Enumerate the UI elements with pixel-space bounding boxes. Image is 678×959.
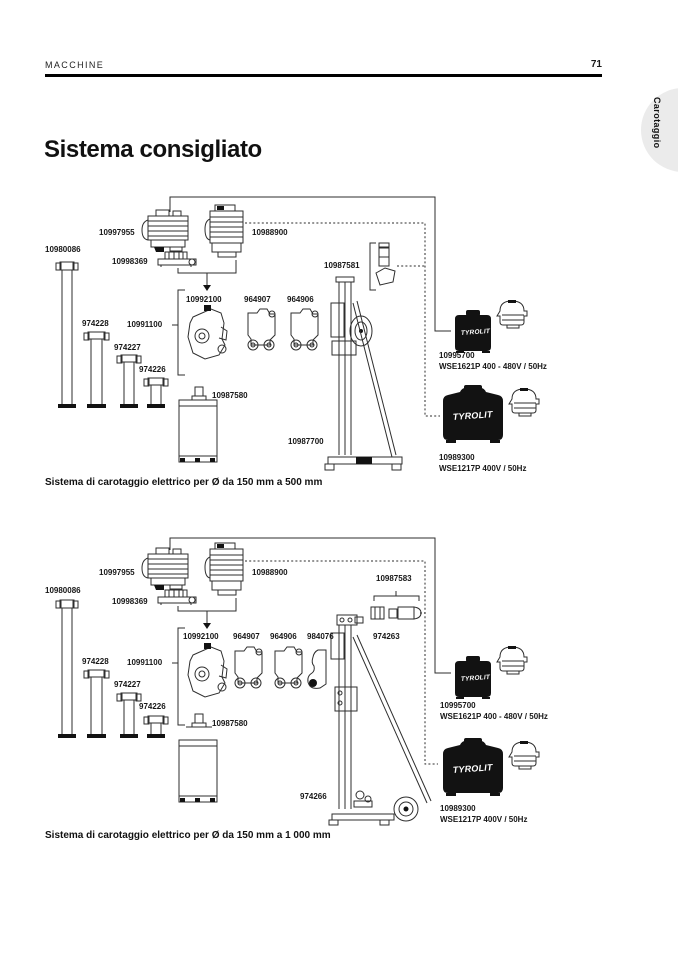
column-974228 <box>84 670 109 738</box>
clamp-964907 <box>235 647 262 688</box>
unit-10992100 <box>188 305 227 359</box>
part-label-10987580: 10987580 <box>212 391 248 400</box>
motor-10997955 <box>142 548 188 590</box>
column-974227 <box>117 693 141 738</box>
part-10987581 <box>376 243 395 285</box>
column-974226 <box>144 378 168 408</box>
part-label-10992100: 10992100 <box>186 295 222 304</box>
unit-10992100 <box>188 643 227 697</box>
part-label-974227: 974227 <box>114 680 141 689</box>
page-number: 71 <box>590 59 602 70</box>
case-info-10989300 <box>440 803 527 825</box>
motor-10988900 <box>205 205 243 257</box>
part-label-10980086: 10980086 <box>45 245 81 254</box>
clamp-964907 <box>248 309 275 350</box>
case-model: WSE1217P 400V / 50Hz <box>440 815 528 824</box>
column-974228 <box>84 332 109 408</box>
pump-10998369 <box>158 590 196 605</box>
case-number: 10989300 <box>439 453 475 462</box>
part-label-10991100: 10991100 <box>127 658 163 667</box>
part-label-10991100: 10991100 <box>127 320 163 329</box>
part-label-974263: 974263 <box>373 632 400 641</box>
part-label-10987581: 10987581 <box>324 261 360 270</box>
brand-logo: TYROLIT <box>452 762 493 775</box>
part-label-10988900: 10988900 <box>252 228 288 237</box>
case-number: 10995700 <box>439 351 475 360</box>
case-model: WSE1621P 400 - 480V / 50Hz <box>439 362 547 371</box>
page-title: Sistema consigliato <box>44 136 262 163</box>
part-label-964906: 964906 <box>270 632 297 641</box>
part-label-964907: 964907 <box>233 632 260 641</box>
part-label-10997955: 10997955 <box>99 568 135 577</box>
part-label-974228: 974228 <box>82 319 109 328</box>
motor-icon <box>509 388 539 416</box>
motor-icon <box>497 646 527 674</box>
pump-10998369 <box>158 252 196 267</box>
section-label: MACCHINE <box>45 60 105 70</box>
side-tab-label: Carotaggio <box>652 97 662 149</box>
case-info-10989300 <box>439 452 526 474</box>
connector-lines <box>170 538 451 764</box>
part-label-964907: 964907 <box>244 295 271 304</box>
case-model: WSE1217P 400V / 50Hz <box>439 464 527 473</box>
brand-logo: TYROLIT <box>460 673 491 683</box>
part-label-974226: 974226 <box>139 365 166 374</box>
case-info-10995700 <box>439 350 547 372</box>
part-label-974227: 974227 <box>114 343 141 352</box>
part-10987580 <box>186 387 212 400</box>
brand-logo: TYROLIT <box>452 409 493 422</box>
motor-icon <box>497 300 527 328</box>
drill-stand-tall <box>329 615 431 825</box>
column-974227 <box>117 355 141 408</box>
part-label-10997955: 10997955 <box>99 228 135 237</box>
case-number: 10995700 <box>440 701 476 710</box>
column-10980086 <box>56 262 78 408</box>
part-label-10987700: 10987700 <box>288 437 324 446</box>
part-label-974228: 974228 <box>82 657 109 666</box>
motor-icon <box>509 741 539 769</box>
column-974226 <box>144 716 168 738</box>
case-number: 10989300 <box>440 804 476 813</box>
diagram-1-caption: Sistema di carotaggio elettrico per Ø da 150 mm a 500 mm <box>45 477 323 488</box>
clamp-964906 <box>291 309 318 350</box>
part-label-974226: 974226 <box>139 702 166 711</box>
clamp-984076 <box>308 650 326 688</box>
core-bit <box>179 740 217 802</box>
motor-10988900 <box>205 543 243 595</box>
case-model: WSE1621P 400 - 480V / 50Hz <box>440 712 548 721</box>
part-10987580 <box>186 714 212 727</box>
part-label-10987583: 10987583 <box>376 574 412 583</box>
clamp-964906 <box>275 647 302 688</box>
column-10980086 <box>56 600 78 738</box>
part-label-974266: 974266 <box>300 792 327 801</box>
part-label-964906: 964906 <box>287 295 314 304</box>
core-bit <box>179 400 217 462</box>
part-label-10998369: 10998369 <box>112 597 148 606</box>
brand-logo: TYROLIT <box>460 327 491 337</box>
part-10987583 <box>371 607 421 619</box>
part-label-10980086: 10980086 <box>45 586 81 595</box>
part-label-10988900: 10988900 <box>252 568 288 577</box>
part-label-10992100: 10992100 <box>183 632 219 641</box>
diagram-2-caption: Sistema di carotaggio elettrico per Ø da 150 mm a 1 000 mm <box>45 830 331 841</box>
connector-lines <box>170 197 451 416</box>
part-label-10987580: 10987580 <box>212 719 248 728</box>
part-label-984076: 984076 <box>307 632 334 641</box>
case-info-10995700 <box>440 700 548 722</box>
header-rule <box>45 74 602 77</box>
motor-10997955 <box>142 210 188 252</box>
part-label-10998369: 10998369 <box>112 257 148 266</box>
drill-stand-10987700 <box>325 277 402 470</box>
